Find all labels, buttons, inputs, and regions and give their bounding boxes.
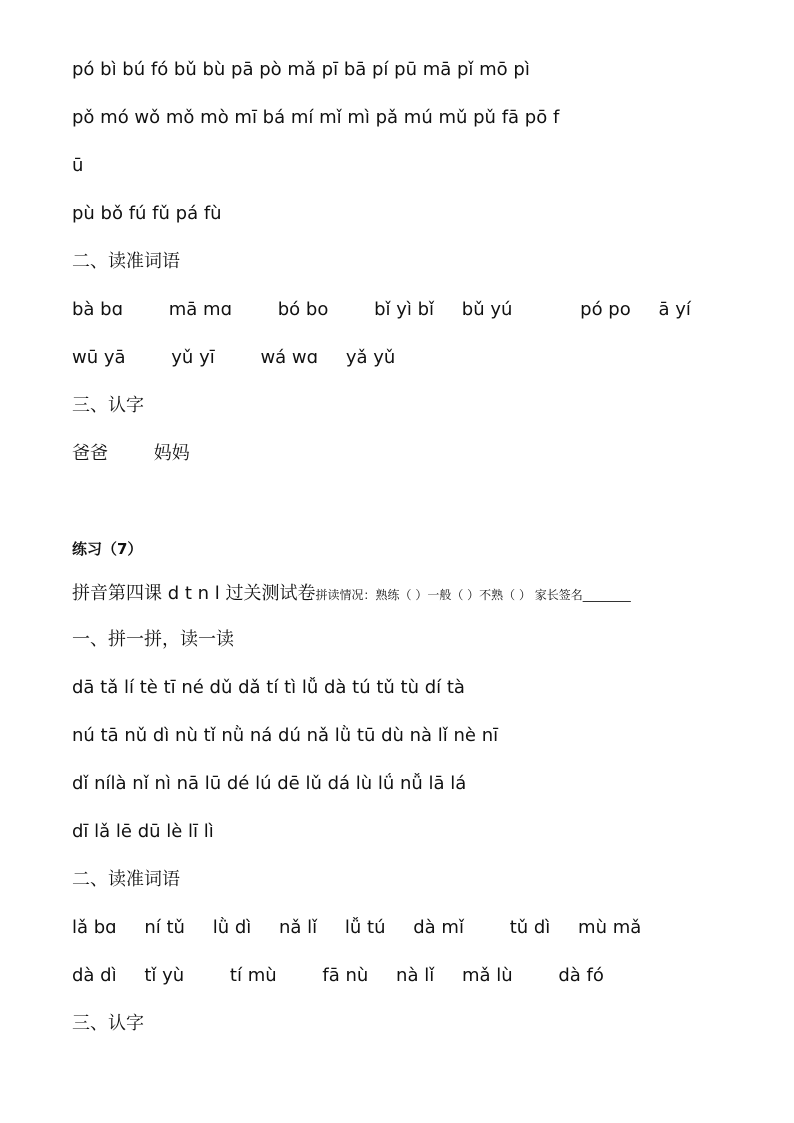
word-item: dà fó xyxy=(558,965,604,986)
word-item: tí mù xyxy=(229,965,277,986)
word-item: bó bo xyxy=(277,299,329,320)
word-item: yǔ yī xyxy=(171,347,215,368)
chars-row xyxy=(72,442,190,466)
word-item: lǜ dì xyxy=(212,917,252,938)
word-item: dà dì xyxy=(72,965,117,986)
words-row-1 xyxy=(72,916,641,940)
exercise-title: 练习（7） xyxy=(72,540,143,558)
pinyin-row-4: dī lǎ lē dū lè lī lì xyxy=(72,821,214,842)
pinyin-row-3: pù bǒ fú fǔ pá fù xyxy=(72,203,222,224)
heading-read-words: 二、读准词语 xyxy=(72,869,180,890)
word-item: bà bɑ xyxy=(72,299,124,320)
word-item: ní tǔ xyxy=(144,917,185,938)
word-item: tǐ yù xyxy=(144,965,185,986)
word-item: tǔ dì xyxy=(509,917,551,938)
word-item: fā nù xyxy=(322,965,369,986)
word-item: bǐ yì bǐ xyxy=(374,299,435,320)
char-item: 妈妈 xyxy=(153,443,190,464)
word-item: wá wɑ xyxy=(260,347,319,368)
word-item: mù mǎ xyxy=(578,917,642,938)
word-item: lǚ tú xyxy=(344,917,386,938)
pinyin-row-3: dǐ nílà nǐ nì nā lū dé lú dē lǔ dá lù lǘ nǚ lā lá xyxy=(72,773,467,794)
word-item: mā mɑ xyxy=(168,299,233,320)
words-row-1 xyxy=(72,298,691,322)
pinyin-row-1: dā tǎ lí tè tī né dǔ dǎ tí tì lǚ dà tú tǔ tù dí tà xyxy=(72,677,465,698)
char-item: 爸爸 xyxy=(72,443,108,464)
pinyin-row-1: pó bì bú fó bǔ bù pā pò mǎ pī bā pí pū mā pǐ mō pì xyxy=(72,59,530,80)
pinyin-row-2: pǒ mó wǒ mǒ mò mī bá mí mǐ mì pǎ mú mǔ pǔ fā pō f xyxy=(72,107,560,128)
word-item: nà lǐ xyxy=(396,965,435,986)
reading-status: 拼读情况：熟练（ ）一般（ ）不熟（ ） 家长签名________ xyxy=(315,588,631,602)
heading-recognize-chars: 三、认字 xyxy=(72,1013,144,1034)
heading-spell-read: 一、拼一拼，读一读 xyxy=(72,629,234,650)
word-item: mǎ lù xyxy=(461,965,513,986)
word-item: dà mǐ xyxy=(413,917,464,938)
heading-recognize-chars: 三、认字 xyxy=(72,395,144,416)
test-title: 拼音第四课 d t n l 过关测试卷 xyxy=(72,583,316,604)
heading-read-words: 二、读准词语 xyxy=(72,251,180,272)
word-item: ā yí xyxy=(658,299,691,320)
word-item: pó po xyxy=(580,299,631,320)
words-row-2 xyxy=(72,964,604,988)
word-item: bǔ yú xyxy=(461,299,513,320)
pinyin-row-2: nú tā nǔ dì nù tǐ nǜ ná dú nǎ lǜ tū dù nà lǐ nè nī xyxy=(72,725,499,746)
word-item: nǎ lǐ xyxy=(278,917,318,938)
test-title-row xyxy=(72,582,631,607)
words-row-2 xyxy=(72,346,395,370)
pinyin-row-2-continued: ū xyxy=(72,155,84,176)
word-item: lǎ bɑ xyxy=(72,917,117,938)
word-item: wū yā xyxy=(72,347,126,368)
word-item: yǎ yǔ xyxy=(345,347,396,368)
